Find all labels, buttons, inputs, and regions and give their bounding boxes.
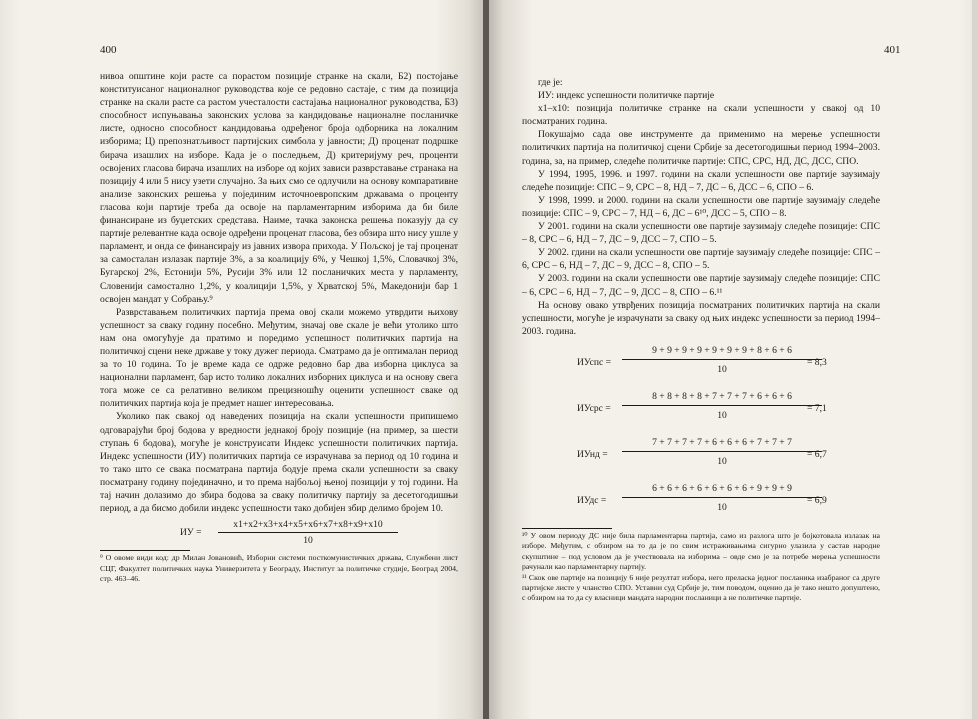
equation-lhs: ИУдс =: [577, 494, 607, 506]
equation-srs: [522, 390, 880, 430]
equation-fraction: [622, 390, 822, 422]
paragraph: У 2001. години на скали успешности ове партије заузимају следеће позиције: СПС – 8, СРС – 6, НД – 7, ДС – 9, ДСС – 7, СПО – 5.: [522, 221, 880, 246]
left-page: [0, 0, 483, 719]
page-edge: [972, 0, 978, 719]
equation-lhs: ИУсрс =: [577, 402, 611, 414]
paragraph: У 1994, 1995, 1996. и 1997. години на скали успешности ове партије заузимају следеће позиције: СПС – 9, СРС – 8, НД – 7, ДС – 6, ДСС – 6, СПО – 6.: [522, 168, 880, 193]
equation-nd: [522, 436, 880, 476]
equation-fraction: [622, 436, 822, 468]
right-page-body: [522, 76, 880, 604]
page-number: 400: [100, 44, 117, 56]
paragraph: На основу овако утврђених позиција посматраних политичких партија на скали успешности, могуће је израчунати за сваку од њих индекс успешности за период 1994–2003. година.: [522, 299, 880, 337]
equation-numerator: 6 + 6 + 6 + 6 + 6 + 6 + 6 + 9 + 9 + 9: [622, 482, 822, 498]
equation-ds: [522, 482, 880, 522]
index-formula: [100, 518, 458, 547]
right-page: [489, 0, 978, 719]
paragraph: У 2002. гдини на скали успешности ове партије заузимају следеће позиције: СПС – 6, СРС – 6, НД – 7, ДС – 9, ДСС – 8, СПО – 5.: [522, 247, 880, 272]
footnote: ¹¹ Скок ове партије на позицију 6 није резултат избора, него преласка једног посланика изабраног са друге партијске листе у чланство СПО. Уставни суд Србије је, тим поводом, оценио да је тако нешто допуштено, с обзиром на то да су власници мандата народни посланици а не политичке партије.: [522, 572, 880, 603]
definition-line: ИУ: индекс успешности политичке партије: [538, 90, 715, 102]
equation-lhs: ИУспс =: [577, 356, 612, 368]
equation-result: = 6,9: [807, 494, 827, 506]
left-page-body: [100, 70, 458, 584]
page-number: 401: [884, 44, 901, 56]
equation-result: = 7,1: [807, 402, 827, 414]
equation-fraction: [622, 344, 822, 376]
formula-fraction: [218, 518, 398, 547]
footnote-rule: [522, 528, 612, 529]
paragraph: Покушајмо сада ове инструменте да применимо на мерење успешности политичких партија на политичкој сцени Србије за десетогодишњи период 1994–2003. година, за, на пример, следеће политичке партије: СПС, СРС, НД, ДС, ДСС, СПО.: [522, 129, 880, 167]
equation-result: = 8,3: [807, 356, 827, 368]
paragraph: нивоа општине који расте са порастом позиције странке на скали, Б2) постојање конституисаног националног руководства које се редовно састаје, с тим да позиција странке на скали расте са растом учесталости састајања националног руководства, Б3) способност испуњавања законских услова за кандидовање националне посланичке листе, односно способност кандидовања одређеног броја одборника на локалним изборима; Ц) препознатљивост партијских симбола у јавности; Д) проценат подршке бирача изашлих на изборе. Када је о последњем, Д) критеријуму реч, проценти освојених гласова бирача изашлих на изборе од којих зависи разврставање странака на позицију 4 или 5 нису узети случајно. За њих смо се одлучили на основу компаративне анализе законских решења у појединим источноевропским државама о проценту гласова који партије треба да освоје на парламентарним изборима да би биле финансиране из буџетских средстава. Наиме, тачка законска решења показују да су партије релевантне када освоје одређени проценат гласова, без обзира што нису ушле у парламент, и онда се финансирају из јавних извора прихода. У Пољској је тај проценат за самосталан излазак партије 3%, а за коалицију 6%, у Чешкој 1,5%, Словачкој 3%, Бугарској 2%, Естонији 5%, Русији 3% или 12 посланичких места у парламенту, Словенији самостално 1,2%, у коалицији 1,5%, у Хрватској 5%, Македонији бар 1 освојен мандат у Собрању.⁹: [100, 71, 458, 305]
definition-line: x1–x10: позиција политичке странке на скали успешности у свакој од 10 посматраних година.: [522, 103, 880, 128]
equation-numerator: 7 + 7 + 7 + 7 + 6 + 6 + 6 + 7 + 7 + 7: [622, 436, 822, 452]
formula-numerator: x1+x2+x3+x4+x5+x6+x7+x8+x9+x10: [218, 518, 398, 533]
equation-denominator: 10: [717, 455, 727, 467]
paragraph: У 2003. години на скали успешности ове партије заузимају следеће позиције: СПС – 6, СРС – 6, НД – 7, ДС – 9, ДСС – 8, СПО – 6.¹¹: [522, 273, 880, 298]
equation-numerator: 9 + 9 + 9 + 9 + 9 + 9 + 9 + 8 + 6 + 6: [622, 344, 822, 360]
paragraph: Разврставањем политичких партија према овој скали можемо утврдити њихову успешност за сваку годину посебно. Међутим, значај ове скале је већи утолико што нам она омогућује да пратимо и поредимо успешност политичких партија на политичкој сцени неке државе у току дужег периода. Сматрамо да је оптималан период за то 10 година. То је време када се одрже редовно бар два изборна циклуса за национални парламент, бар исто толико локалних изборних циклуса и на основу свега тога може се са релативно великом прецизношћу оценити успешност сваке од политичких партија која је предмет нашег интересовања.: [100, 306, 458, 410]
paragraph: У 1998, 1999. и 2000. години на скали успешности ове партије заузимају следеће позиције: СПС – 9, СРС – 7, НД – 6, ДС – 6¹⁰, ДСС – 5, СПО – 8.: [522, 194, 880, 219]
formula-lhs: ИУ =: [180, 527, 202, 539]
equation-fraction: [622, 482, 822, 514]
equation-denominator: 10: [717, 409, 727, 421]
footnote: ⁹ О овоме види код: др Милан Јовановић, Изборни системи посткомунистичких држава, Службени лист СЦГ, Факултет политичких наука Универзитета у Београду, Институт за политичке студије, Београд 2004, стр. 463–46.: [100, 553, 458, 583]
equation-result: = 6,7: [807, 448, 827, 460]
formula-denominator: 10: [303, 535, 313, 547]
equation-denominator: 10: [717, 501, 727, 513]
footnote: ¹⁰ У овом периоду ДС није била парламентарна партија, само из разлога што је бојкотовала излазак на изборе. Међутим, с обзиром на то да је по свим истраживањима сигурно улазила у састав народне скупштине – под условом да је учествовала на изборима – овде смо је за потребе мерења успешности рачунали као парламентарну партију.: [522, 530, 880, 572]
equation-sps: [522, 344, 880, 384]
paragraph: Уколико пак свакој од наведених позиција на скали успешности припишемо одговарајући број бодова у вредности једнакој броју позиције (на пример, за шести ступањ 6 бодова), могуће је конструисати Индекс успешности политичких партија. Индекс успешности (ИУ) политичких партија се израчунава за период од 10 година и то тако што се свака посматрана партија бодује према скали успешности за сваку посматрану годину појединачно, и то према најбољој њеној позицији у тој години. На тај начин долазимо до збира бодова за сваку политичку партију за десетогодишњи период, а да бисмо добили индекс успешности тако добијен збир делимо бројем 10.: [100, 411, 458, 515]
equation-numerator: 8 + 8 + 8 + 8 + 7 + 7 + 7 + 6 + 6 + 6: [622, 390, 822, 406]
equation-denominator: 10: [717, 363, 727, 375]
definition-line: где је:: [538, 77, 563, 88]
equation-lhs: ИУнд =: [577, 448, 608, 460]
footnote-rule: [100, 550, 190, 551]
